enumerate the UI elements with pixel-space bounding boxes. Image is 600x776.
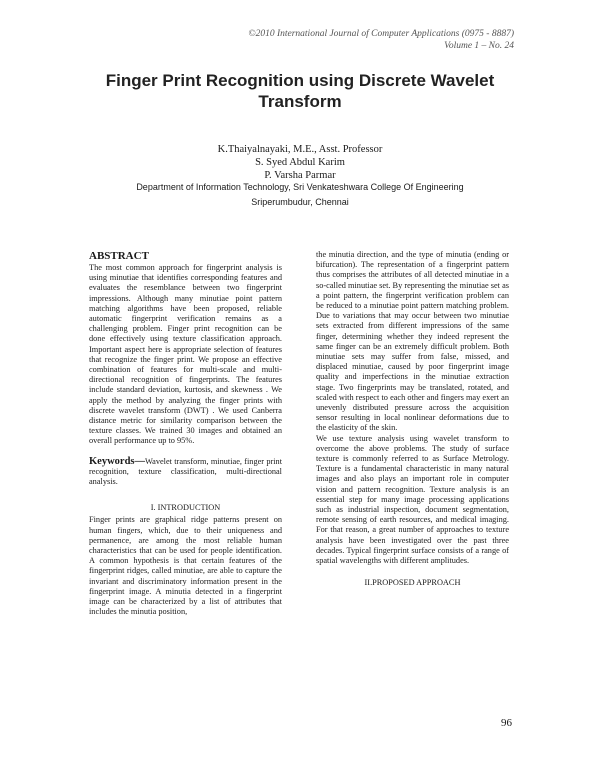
paper-title-line2: Transform bbox=[258, 92, 342, 111]
introduction-heading: I. INTRODUCTION bbox=[150, 503, 221, 513]
introduction-text: Finger prints are graphical ridge patterns present on human fingers, which, due to their uniqueness and permanence, are among the most reliable human characteristics that can be used for people identification. A common hypothesis is that certain features of the fingerprint ridges, called minutiae, are able to capture the invariant and discriminatory information present in the fingerprint image. A minutia detected in a fingerprint image can be characterized by a list of attributes that includes the minutia position, bbox=[89, 515, 282, 617]
proposed-approach-heading: II.PROPOSED APPROACH bbox=[364, 578, 461, 588]
affiliation bbox=[0, 180, 600, 210]
keywords-label: Keywords— bbox=[89, 455, 145, 467]
left-column bbox=[89, 250, 282, 618]
abstract-heading: ABSTRACT bbox=[89, 250, 149, 262]
author-2: S. Syed Abdul Karim bbox=[255, 157, 345, 168]
right-column bbox=[316, 250, 509, 589]
journal-volume: Volume 1 – No. 24 bbox=[444, 41, 514, 51]
right-paragraph-2: We use texture analysis using wavelet transform to overcome the above problems. The study of surface texture is commonly referred to as Surface Metrology. Texture is a fundamental characteristic in many natural images and also plays an important role in computer vision and pattern recognition. Texture analysis is an essential step for many image processing applications such as industrial inspection, document segmentation, remote sensing of earth resources, and medical imaging. For that reason, a great number of approaches to texture analysis have been investigated over the past three decades. Typical fingerprint surface consists of a range of spatial wavelengths with different amplitudes. bbox=[316, 433, 509, 566]
page-number: 96 bbox=[501, 717, 512, 729]
author-list bbox=[0, 143, 600, 182]
keywords-text: Wavelet transform, minutiae, finger print recognition, texture classification, multi-directional analysis. bbox=[89, 456, 282, 487]
affiliation-location: Sriperumbudur, Chennai bbox=[251, 197, 349, 207]
author-3: P. Varsha Parmar bbox=[264, 170, 336, 181]
paper-title bbox=[70, 70, 530, 112]
keywords bbox=[89, 457, 282, 488]
paper-title-line1: Finger Print Recognition using Discrete Wavelet bbox=[105, 71, 495, 90]
affiliation-department: Department of Information Technology, Sri Venkateshwara College Of Engineering bbox=[136, 182, 464, 192]
journal-citation: ©2010 International Journal of Computer Applications (0975 - 8887) bbox=[248, 29, 514, 39]
right-paragraph-1: the minutia direction, and the type of minutia (ending or bifurcation). The representation of a fingerprint pattern thus comprises the attributes of all detected minutiae in a so-called minutiae set. By representing the minutiae set as a point pattern, the fingerprint verification problem can be reduced to a minutiae point pattern matching problem. Due to variations that may occur between two minutiae sets extracted from different impressions of the same finger, determining whether they indeed represent the same finger can be an extremely difficult problem. Both minutiae sets may suffer from false, missed, and displaced minutiae, caused by poor fingerprint image quality and imperfections in the minutiae extraction stage. Two fingerprints may be translated, rotated, and scaled with respect to each other and fingers may exert an unevenly distributed pressure across the acquisition sensor resulting in local nonlinear deformations due to the elasticity of the skin. bbox=[316, 250, 509, 433]
journal-header bbox=[248, 28, 514, 52]
author-1: K.Thaiyalnayaki, M.E., Asst. Professor bbox=[217, 144, 383, 155]
abstract-text: The most common approach for fingerprint analysis is using minutiae that identifies corresponding features and evaluates the resemblance between two fingerprint impressions. Although many minutiae point pattern matching algorithms have been proposed, reliable automatic fingerprint verification remains as a challenging problem. Finger print recognition can be done effectively using texture classification approach. Important aspect here is appropriate selection of features that recognize the finger print. We propose an effective combination of features for multi-scale and multi-directional recognition of fingerprints. The features include standard deviation, kurtosis, and skewness . We apply the method by analyzing the finger prints with discrete wavelet transform (DWT) . We used Canberra distance metric for similarity comparison between the texture classes. We trained 30 images and obtained an overall performance up to 95%. bbox=[89, 263, 282, 446]
